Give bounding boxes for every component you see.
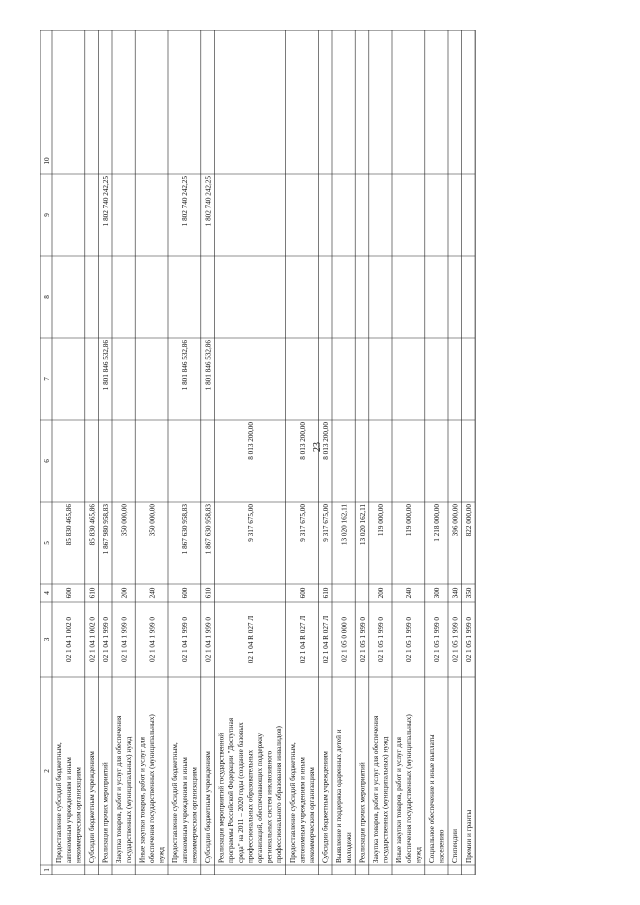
row-kvr: 610 xyxy=(204,587,213,599)
row-value-col5: 85 830 465,86 xyxy=(88,504,97,546)
row-code: 02 1 04 1 002 0 xyxy=(65,617,74,662)
row-value-col5: 119 000,00 xyxy=(405,504,414,537)
row-name-line: обеспечения государственных (муниципальных) xyxy=(148,714,156,863)
row-kvr: 240 xyxy=(405,587,414,599)
row-kvr: 200 xyxy=(377,587,386,599)
row-code: 02 1 04 R 027 Л xyxy=(298,615,307,664)
row-name-line: обеспечения государственных (муниципальных) xyxy=(404,714,413,863)
row-name-line: Субсидии бюджетным учреждениям xyxy=(204,751,212,863)
row-name-line: Социальное обеспечение и иные выплаты xyxy=(428,734,436,863)
row-name-line: региональных систем инклюзивного xyxy=(265,750,274,863)
header-cell-5: 5 xyxy=(43,541,51,545)
row-value-col5: 9 317 675,00 xyxy=(298,504,307,542)
budget-table xyxy=(40,30,580,875)
row-value-col6: 8 013 200,00 xyxy=(246,422,255,460)
row-kvr: 240 xyxy=(148,587,157,599)
row-name-line: населению xyxy=(437,829,446,863)
row-kvr: 340 xyxy=(451,587,460,599)
row-kvr: 350 xyxy=(465,587,474,599)
row-name-line: молодежи xyxy=(344,832,353,863)
row-name-line: государственных (муниципальных) нужд xyxy=(124,736,133,863)
row-code: 02 1 05 1 999 0 xyxy=(377,617,386,662)
row-name-line: среда" на 2011 – 2020 годы (создание базовых xyxy=(236,722,245,863)
row-value-col5: 1 218 000,00 xyxy=(433,504,442,542)
row-value-col5: 9 317 675,00 xyxy=(246,504,255,542)
row-code: 02 1 04 1 002 0 xyxy=(88,617,97,662)
row-name-line: Субсидии бюджетным учреждениям xyxy=(88,751,96,863)
budget-table-grid xyxy=(40,30,580,875)
header-cell-7: 7 xyxy=(43,377,51,381)
row-value-col7: 1 801 846 532,86 xyxy=(204,340,213,391)
row-code: 02 1 04 1 999 0 xyxy=(148,617,157,662)
row-kvr: 300 xyxy=(433,587,442,599)
row-value-col5: 119 000,00 xyxy=(377,504,386,537)
row-name-line: нужд xyxy=(157,847,166,863)
row-value-col5: 822 000,00 xyxy=(465,504,474,537)
header-cell-2: 2 xyxy=(43,769,51,773)
row-code: 02 1 05 1 999 0 xyxy=(451,617,460,662)
row-kvr: 600 xyxy=(181,587,190,599)
row-name-line: Стипендии xyxy=(451,829,460,863)
row-value-col5: 13 020 162,11 xyxy=(340,504,349,546)
row-value-col6: 8 013 200,00 xyxy=(322,422,330,460)
row-name-line: Реализация мероприятий государственной xyxy=(217,732,226,863)
row-name-line: Реализация прочих мероприятий xyxy=(358,762,367,863)
row-value-col5: 1 867 630 958,83 xyxy=(204,504,213,555)
row-kvr: 610 xyxy=(322,587,330,599)
row-value-col5: 350 000,00 xyxy=(120,504,129,537)
row-code: 02 1 05 1 999 0 xyxy=(433,617,442,662)
row-value-col5: 13 020 162,11 xyxy=(358,504,367,546)
row-value-col5: 1 867 980 958,83 xyxy=(102,504,110,555)
row-code: 02 1 05 0 000 0 xyxy=(340,617,349,662)
row-code: 02 1 04 1 999 0 xyxy=(204,617,213,662)
row-name-line: профессионального образования инвалидов) xyxy=(275,726,284,863)
rotated-table xyxy=(40,30,475,875)
header-cell-10: 10 xyxy=(43,157,51,165)
row-code: 02 1 05 1 999 0 xyxy=(405,617,414,662)
header-cell-8: 8 xyxy=(43,295,51,299)
row-value-col6: 8 013 200,00 xyxy=(298,422,307,460)
row-name-line: некоммерческим организациям xyxy=(308,767,316,863)
row-name-line: Предоставление субсидий бюджетным, xyxy=(288,742,297,863)
row-code: 02 1 04 1 999 0 xyxy=(102,617,110,662)
row-kvr: 200 xyxy=(120,587,129,599)
row-name-line: автономным учреждениям и иным xyxy=(64,757,73,863)
row-value-col7: 1 801 846 532,86 xyxy=(181,340,190,391)
row-name-line: Реализация прочих мероприятий xyxy=(101,762,110,863)
row-value-col9: 1 802 740 242,25 xyxy=(102,176,110,227)
row-name-line: Выявление и поддержка одаренных детей и xyxy=(335,729,344,863)
row-code: 02 1 04 R 027 Л xyxy=(322,615,330,664)
row-name-line: профессиональных образовательных xyxy=(246,749,255,863)
row-kvr: 600 xyxy=(65,587,74,599)
row-name-line: Премии и гранты xyxy=(464,809,473,863)
header-cell-1: 1 xyxy=(43,868,51,872)
row-name-line: программы Российской Федерации "Доступная xyxy=(227,717,236,863)
row-code: 02 1 05 1 999 0 xyxy=(465,617,474,662)
header-cell-6: 6 xyxy=(43,459,51,463)
row-value-col5: 350 000,00 xyxy=(148,504,157,537)
row-kvr: 610 xyxy=(88,587,97,599)
row-code: 02 1 04 1 999 0 xyxy=(181,617,190,662)
row-value-col5: 1 867 630 958,83 xyxy=(181,504,190,555)
row-name-line: государственных (муниципальных) нужд xyxy=(381,736,390,863)
row-name-line: нужд xyxy=(414,847,423,863)
row-value-col7: 1 801 846 532,86 xyxy=(102,340,110,391)
header-cell-4: 4 xyxy=(43,591,51,595)
row-kvr: 600 xyxy=(298,587,307,599)
row-name-line: Закупка товаров, работ и услуг для обеспечения xyxy=(372,715,380,863)
row-value-col5: 396 000,00 xyxy=(451,504,460,537)
row-name-line: Субсидии бюджетным учреждениям xyxy=(321,751,330,863)
row-name-line: Иные закупки товаров, работ и услуг для xyxy=(395,737,404,863)
row-value-col5: 9 317 675,00 xyxy=(322,504,330,542)
row-code: 02 1 04 1 999 0 xyxy=(120,617,129,662)
row-name-line: некоммерческим организациям xyxy=(74,767,83,863)
row-code: 02 1 05 1 999 0 xyxy=(358,617,367,662)
header-cell-3: 3 xyxy=(43,637,51,642)
page-number: 23 xyxy=(312,442,323,452)
row-value-col9: 1 802 740 242,25 xyxy=(204,176,213,227)
row-name-line: Закупка товаров, работ и услуг для обеспечения xyxy=(115,715,124,863)
row-value-col9: 1 802 740 242,25 xyxy=(181,176,190,227)
row-name-line: автономным учреждениям и иным xyxy=(298,757,307,863)
row-name-line: Предоставление субсидий бюджетным, xyxy=(171,742,180,863)
row-name-line: некоммерческим организациям xyxy=(190,767,199,863)
row-value-col5: 85 830 465,86 xyxy=(65,504,74,546)
row-name-line: Иные закупки товаров, работ и услуг для xyxy=(138,737,147,863)
header-cell-9: 9 xyxy=(43,213,51,217)
row-code: 02 1 04 R 027 Л xyxy=(246,615,255,664)
row-name-line: Предоставление субсидий бюджетным, xyxy=(55,742,64,863)
row-name-line: автономным учреждениям и иным xyxy=(180,757,189,863)
row-name-line: организаций, обеспечивающих поддержку xyxy=(256,732,264,863)
